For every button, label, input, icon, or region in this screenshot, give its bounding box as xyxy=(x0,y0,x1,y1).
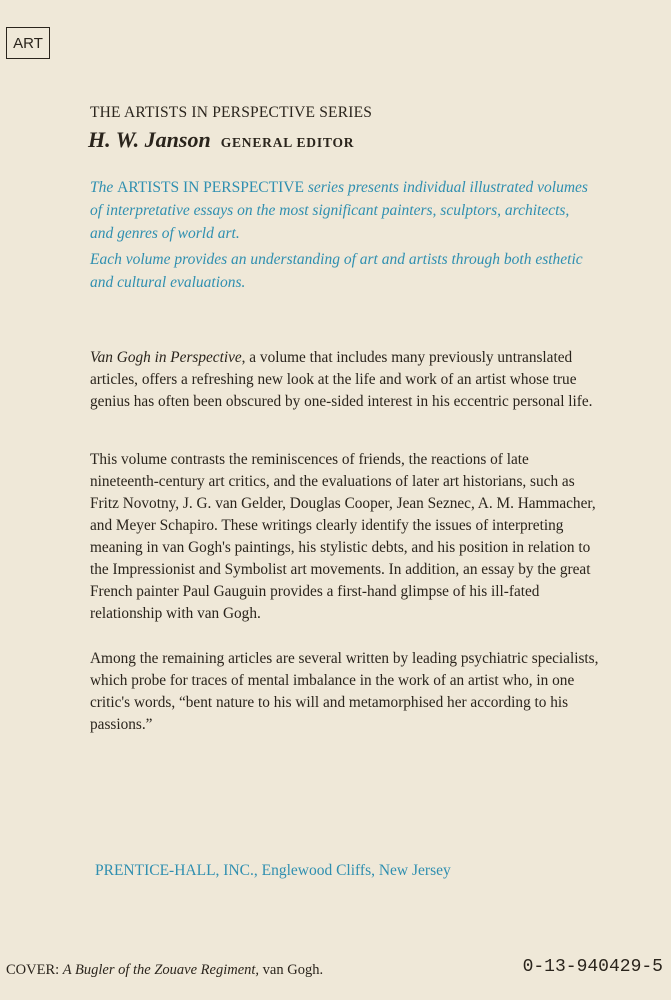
cover-artist: van Gogh. xyxy=(262,962,324,978)
cover-credit xyxy=(6,962,323,979)
psychiatric-paragraph: Among the remaining articles are several written by leading psychiatric specialists, which probe for traces of mental imbalance in the work of an artist who, in one critic's words, “bent nature to his will and metamorphised her according to his passions.” xyxy=(90,650,599,733)
series-description-prefix: The xyxy=(90,179,114,196)
intro-paragraph xyxy=(90,347,600,413)
editor-name: H. W. Janson xyxy=(88,127,211,152)
isbn: 0-13-940429-5 xyxy=(522,957,663,977)
series-purpose: Each volume provides an understanding of art and artists through both esthetic and cultural evaluations. xyxy=(90,251,583,291)
category-badge xyxy=(6,27,50,59)
contents-paragraph: This volume contrasts the reminiscences of friends, the reactions of late nineteenth-century art critics, and the evaluations of later art historians, such as Fritz Novotny, J. G. van Gelder, Douglas Cooper, Jean Seznec, A. M. Hammacher, and Meyer Schapiro. These writings clearly identify the issues of interpreting meaning in van Gogh's paintings, his stylistic debts, and his position in relation to the Impressionist and Symbolist art movements. In addition, an essay by the great French painter Paul Gauguin provides a first-hand glimpse of his ill-fated relationship with van Gogh. xyxy=(90,451,596,622)
book-title: Van Gogh in Perspective xyxy=(90,349,242,366)
intro-text: , a volume that includes many previously untranslated articles, offers a refreshing new look at the life and work of an artist whose true genius has often been obscured by one-sided interest in his eccentric personal life. xyxy=(90,349,593,410)
series-description-name: ARTISTS IN PERSPECTIVE xyxy=(117,179,304,196)
editor-line xyxy=(88,127,354,153)
cover-title: A Bugler of the Zouave Regiment, xyxy=(62,962,260,978)
series-title: THE ARTISTS IN PERSPECTIVE SERIES xyxy=(90,104,373,121)
cover-label: COVER: xyxy=(6,962,60,978)
series-description xyxy=(90,176,590,245)
editor-role: GENERAL EDITOR xyxy=(220,135,355,150)
category-badge-label: ART xyxy=(13,34,43,52)
series-description-rest: series presents individual illustrated volumes of interpretative essays on the most significant painters, sculptors, architects, and genres of world art. xyxy=(90,179,588,242)
publisher: PRENTICE-HALL, INC., Englewood Cliffs, New Jersey xyxy=(95,862,451,879)
